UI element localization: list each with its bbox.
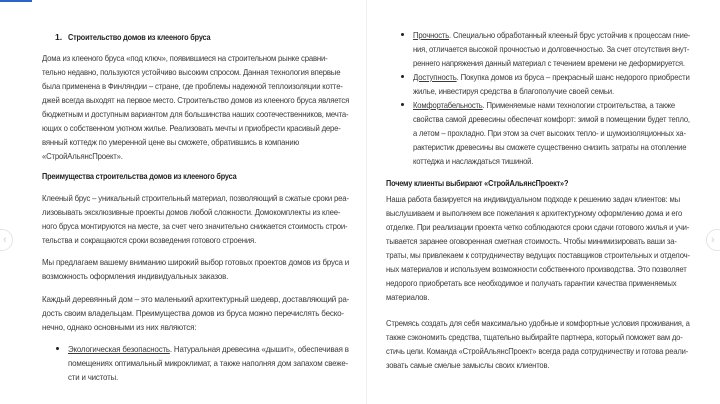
text-line: недорого приобретать все необходимое и получать гарантии качества применяемых <box>386 278 677 288</box>
text-line: траты, мы привлекаем к сотрудничеству ведущих поставщиков строительных и отделоч- <box>386 250 690 260</box>
bullet-item <box>413 98 720 168</box>
bullet-term: Экологическая безопасность <box>68 344 170 354</box>
paragraph <box>42 255 374 283</box>
paragraph <box>42 292 370 334</box>
heading-number: 1. <box>55 32 63 42</box>
bullet-text: . Применяемые нами технологии строительства, а также <box>482 100 676 110</box>
subheading-text: Почему клиенты выбирают «СтройАльянсПроект»? <box>386 178 569 188</box>
text-line: ния, отличается высокой прочностью и долговечностью. За счет отсутствия внут- <box>413 44 690 54</box>
bullet-term: Комфортабельность <box>413 100 483 110</box>
bullet-icon <box>401 33 404 36</box>
text-line: зовать самые смелые замыслы своих клиентов. <box>386 360 550 370</box>
bullet-icon <box>401 103 404 106</box>
text-line: Мы предлагаем вашему вниманию широкий выбор готовых проектов домов из бруса и <box>42 257 349 267</box>
text-line: Каждый деревянный дом – это маленький архитектурный шедевр, доставляющий ра- <box>42 294 350 304</box>
text-line: отделке. При реализации проекта четко соблюдаются сроки сдачи готового жилья и учи- <box>386 222 690 232</box>
text-line: была применена в Финляндии – стране, где проблемы надежной теплоизоляции котте- <box>42 81 343 91</box>
text-line: Наша работа базируется на индивидуальном подходе к решению задач клиентов: мы <box>386 194 680 204</box>
text-line: ного бруса монтируются на месте, за счет чего значительно снижается стоимость строи- <box>42 221 348 231</box>
paragraph <box>42 191 382 247</box>
bullet-text: . Специально обработанный клееный брус устойчив к процессам гние- <box>449 30 691 40</box>
text-line: джей всегда выходят на первое место. Строительство домов из клееного бруса является <box>42 95 350 105</box>
bullet-term: Прочность <box>413 30 450 40</box>
text-line: рактеристик древесины вы сможете существенно снизить затраты на отопление <box>413 142 687 152</box>
text-line <box>413 70 690 84</box>
text-line: «СтройАльянсПроект». <box>42 151 123 161</box>
text-line <box>68 342 349 356</box>
text-line: ющих о собственном уютном жилье. Реализовать мечты и приобрести красивый дере- <box>42 123 341 133</box>
paragraph <box>386 316 720 372</box>
text-line: ных материалов и используем возможности собственного производства. Это позволяет <box>386 264 687 274</box>
text-line: а летом – прохладно. При этом за счет высоких тепло- и шумоизоляционных ха- <box>413 128 686 138</box>
top-accent-bar <box>0 0 32 2</box>
text-line: бюджетным и доступным вариантом для большинства наших соотечественников, мечта- <box>42 109 349 119</box>
text-line: жилье, инвестируя средства в благополучие своей семьи. <box>413 86 614 96</box>
bullet-item <box>68 342 373 384</box>
bullet-text: . Натуральная древесина «дышит», обеспечивая в <box>169 344 349 354</box>
text-line: свойства самой древесины обеспечат комфорт: зимой в помещении будет тепло, <box>413 114 690 124</box>
text-line: тельно недавно, пользуются устойчиво высоким спросом. Данная технология впервые <box>42 67 341 77</box>
text-line: реннего напряжения данный материал с течением времени не деформируется. <box>413 58 685 68</box>
paragraph <box>386 192 720 304</box>
text-line: коттеджа и наслаждаться тишиной. <box>413 156 534 166</box>
chevron-left-icon: ‹ <box>3 234 7 246</box>
text-line: возможность оформления индивидуальных заказов. <box>42 271 229 281</box>
previous-page-button[interactable] <box>0 229 13 251</box>
text-line: помещениях оптимальный микроклимат, а также наполняя дом запахом свеже- <box>68 358 349 368</box>
subheading <box>386 176 600 190</box>
heading-text: Строительство домов из клееного бруса <box>68 32 211 42</box>
bullet-term: Доступность <box>413 72 457 82</box>
section-heading <box>55 30 236 44</box>
text-line: Клееный брус – уникальный строительный материал, позволяющий в сжатые сроки реа- <box>42 193 349 203</box>
subheading-text: Преимущества строительства домов из клееного бруса <box>42 171 237 181</box>
text-line: также сэкономить средства, тщательно выбирайте партнера, который поможет вам до- <box>386 332 683 342</box>
text-line <box>413 98 690 112</box>
bullet-item <box>413 70 718 98</box>
bullet-icon <box>56 347 59 350</box>
bullet-text: . Покупка домов из бруса – прекрасный шанс недорого приобрести <box>456 72 690 82</box>
text-line: сти и чистоты. <box>68 372 119 382</box>
text-line: стичь цели. Команда «СтройАльянсПроект» всегда рада сотрудничеству и готова реали- <box>386 346 689 356</box>
paragraph <box>42 51 383 163</box>
text-line: материалов. <box>386 292 430 302</box>
bullet-item <box>413 28 720 70</box>
text-line: лизовывать эксклюзивные проекты домов любой сложности. Домокомплекты из клее- <box>42 207 341 217</box>
text-line: тывается заранее оговоренная сметная стоимость. Чтобы минимизировать ваши за- <box>386 236 677 246</box>
bullet-icon <box>401 75 404 78</box>
text-line: Стремясь создать для себя максимально удобные и комфортные условия проживания, а <box>386 318 690 328</box>
text-line: дость своим владельцам. Преимущества домов из бруса можно перечислять беско- <box>42 308 344 318</box>
text-line: Дома из клееного бруса «под ключ», появившиеся на строительном рынке сравни- <box>42 53 328 63</box>
text-line: вянный коттедж по умеренной цене вы сможете, обратившись в компанию <box>42 137 300 147</box>
text-line <box>413 28 690 42</box>
text-line: тельства и сокращаются сроки возведения готового строения. <box>42 235 257 245</box>
text-line: выслушиваем и выполняем все пожелания к архитектурному оформлению дома и его <box>386 208 683 218</box>
chevron-right-icon: › <box>711 234 715 246</box>
subheading <box>42 169 271 183</box>
text-line: нечно, однако основными из них являются: <box>42 322 197 332</box>
